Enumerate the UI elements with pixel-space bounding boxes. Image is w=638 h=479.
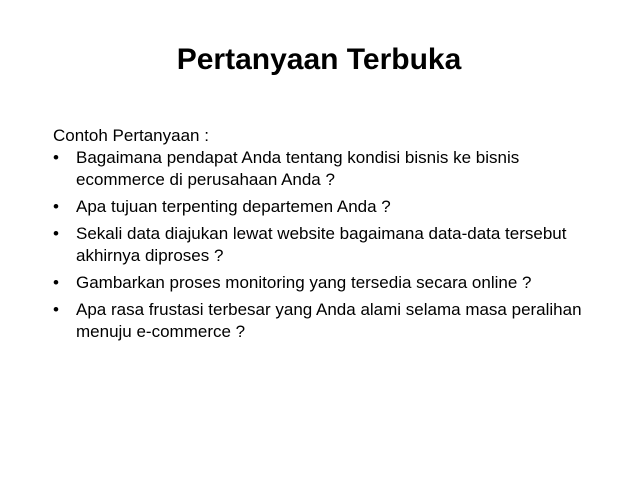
slide-body [53,125,593,343]
bullet-icon: • [53,224,59,243]
question-item [53,272,593,294]
slide-title: Pertanyaan Terbuka [176,43,462,76]
bullet-icon: • [53,300,59,319]
bullet-icon: • [53,148,59,167]
question-text: Sekali data diajukan lewat website bagaimana data-data tersebut akhirnya diproses ? [76,224,567,265]
question-item [53,299,593,343]
bullet-icon: • [53,197,59,216]
bullet-icon: • [53,273,59,292]
question-item [53,147,593,191]
question-item [53,223,593,267]
question-text: Gambarkan proses monitoring yang tersedia secara online ? [76,273,532,292]
question-item [53,196,593,218]
intro-text: Contoh Pertanyaan : [53,126,209,145]
question-text: Bagaimana pendapat Anda tentang kondisi bisnis ke bisnis ecommerce di perusahaan Anda ? [76,148,520,189]
question-list [53,147,593,343]
question-text: Apa rasa frustasi terbesar yang Anda alami selama masa peralihan menuju e-commerce ? [76,300,582,341]
question-text: Apa tujuan terpenting departemen Anda ? [76,197,391,216]
